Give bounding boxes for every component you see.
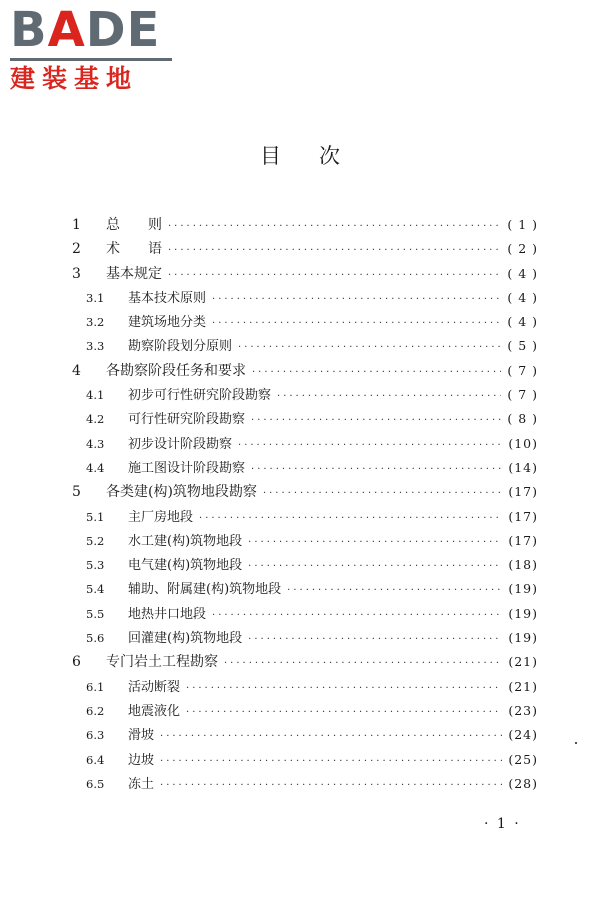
toc-dot-leader bbox=[251, 464, 502, 475]
toc-entry-page: (19) bbox=[508, 605, 538, 621]
toc-entry-page: (25) bbox=[508, 751, 538, 767]
toc-entry-number: 4.2 bbox=[86, 412, 105, 427]
toc-dot-leader bbox=[248, 634, 502, 645]
toc-entry-number: 6.2 bbox=[86, 703, 105, 718]
toc-dot-leader bbox=[212, 294, 501, 305]
toc-entry-page: ( 8 ) bbox=[507, 411, 538, 427]
toc-entry-page: (21) bbox=[508, 678, 538, 694]
toc-entry-number: 5.5 bbox=[86, 606, 105, 621]
toc-dot-leader bbox=[168, 245, 501, 256]
toc-dot-leader bbox=[263, 488, 502, 499]
toc-dot-leader bbox=[160, 780, 502, 791]
toc-entry[interactable] bbox=[68, 651, 538, 675]
toc-dot-leader bbox=[212, 318, 501, 329]
toc-entry[interactable] bbox=[68, 384, 538, 408]
toc-entry-page: (17) bbox=[508, 508, 538, 524]
scan-speck bbox=[575, 742, 577, 744]
toc-dot-leader bbox=[287, 585, 502, 596]
toc-entry-label: 滑坡 bbox=[128, 728, 155, 744]
toc-entry[interactable] bbox=[68, 773, 538, 797]
toc-entry-label: 回灌建(构)筑物地段 bbox=[128, 631, 243, 647]
page-number: · 1 · bbox=[484, 816, 521, 832]
toc-entry[interactable] bbox=[68, 506, 538, 530]
toc-dot-leader bbox=[238, 342, 501, 353]
toc-entry-number: 4.3 bbox=[86, 436, 105, 451]
toc-entry-page: (17) bbox=[508, 532, 538, 548]
toc-dot-leader bbox=[248, 561, 502, 572]
toc-entry-label: 初步设计阶段勘察 bbox=[128, 436, 233, 452]
toc-entry-label: 地震液化 bbox=[128, 703, 181, 719]
toc-entry-number: 3.3 bbox=[86, 339, 105, 354]
toc-entry-label: 专门岩土工程勘察 bbox=[106, 654, 218, 671]
toc-entry-label: 建筑场地分类 bbox=[128, 315, 207, 331]
toc-entry[interactable] bbox=[68, 603, 538, 627]
toc-entry-label: 基本技术原则 bbox=[128, 290, 207, 306]
toc-dot-leader bbox=[252, 367, 501, 378]
toc-entry-number: 5.6 bbox=[86, 631, 105, 646]
toc-entry-label: 辅助、附属建(构)筑物地段 bbox=[128, 582, 282, 598]
logo-subtitle: 建装基地 bbox=[10, 64, 139, 93]
toc-entry-page: ( 4 ) bbox=[507, 314, 538, 330]
logo-letter-a: A bbox=[47, 2, 86, 58]
toc-entry-label: 主厂房地段 bbox=[128, 509, 194, 525]
toc-entry-number: 3.2 bbox=[86, 315, 105, 330]
toc-entry-page: ( 2 ) bbox=[507, 241, 538, 257]
toc-entry-page: (17) bbox=[508, 484, 538, 500]
table-of-contents bbox=[68, 214, 538, 797]
toc-entry-page: ( 5 ) bbox=[507, 338, 538, 354]
toc-entry-page: (24) bbox=[508, 727, 538, 743]
toc-dot-leader bbox=[199, 513, 502, 524]
toc-dot-leader bbox=[160, 731, 502, 742]
toc-entry[interactable] bbox=[68, 724, 538, 748]
toc-entry-page: (23) bbox=[508, 702, 538, 718]
toc-entry-number: 6 bbox=[72, 654, 81, 671]
toc-entry-page: (10) bbox=[508, 435, 538, 451]
toc-entry-label: 施工图设计阶段勘察 bbox=[128, 460, 246, 476]
toc-entry-number: 4 bbox=[72, 362, 81, 379]
toc-entry-page: (14) bbox=[508, 459, 538, 475]
toc-entry[interactable] bbox=[68, 433, 538, 457]
toc-entry[interactable] bbox=[68, 238, 538, 262]
toc-entry-page: (21) bbox=[508, 654, 538, 670]
toc-entry-label: 电气建(构)筑物地段 bbox=[128, 558, 243, 574]
toc-entry-label: 冻土 bbox=[128, 776, 155, 792]
toc-entry-label: 水工建(构)筑物地段 bbox=[128, 533, 243, 549]
toc-entry-number: 4.1 bbox=[86, 388, 105, 403]
toc-entry-number: 5.1 bbox=[86, 509, 105, 524]
toc-entry-number: 6.4 bbox=[86, 752, 105, 767]
toc-entry-page: ( 7 ) bbox=[507, 387, 538, 403]
toc-entry[interactable] bbox=[68, 554, 538, 578]
toc-entry-number: 6.1 bbox=[86, 679, 105, 694]
toc-entry-label: 总 则 bbox=[106, 217, 162, 233]
toc-entry-number: 3.1 bbox=[86, 290, 105, 305]
toc-dot-leader bbox=[168, 221, 501, 232]
toc-entry[interactable] bbox=[68, 287, 538, 311]
toc-entry-number: 6.3 bbox=[86, 728, 105, 743]
toc-entry[interactable] bbox=[68, 360, 538, 384]
toc-dot-leader bbox=[186, 683, 502, 694]
toc-entry-label: 术 语 bbox=[106, 241, 162, 258]
toc-entry-page: ( 1 ) bbox=[507, 217, 538, 232]
toc-entry-number: 4.4 bbox=[86, 460, 105, 475]
toc-entry[interactable] bbox=[68, 749, 538, 773]
toc-entry-label: 活动断裂 bbox=[128, 679, 181, 695]
toc-entry-number: 5.2 bbox=[86, 533, 105, 548]
toc-entry-label: 各类建(构)筑物地段勘察 bbox=[106, 484, 257, 501]
toc-entry-page: ( 7 ) bbox=[507, 362, 538, 378]
toc-entry-page: ( 4 ) bbox=[507, 289, 538, 305]
toc-entry-page: ( 4 ) bbox=[507, 265, 538, 281]
toc-entry-page: (19) bbox=[508, 630, 538, 646]
logo-wordmark bbox=[10, 2, 180, 58]
toc-entry[interactable] bbox=[68, 676, 538, 700]
toc-entry-label: 可行性研究阶段勘察 bbox=[128, 412, 246, 428]
toc-entry[interactable] bbox=[68, 481, 538, 505]
toc-entry[interactable] bbox=[68, 408, 538, 432]
toc-entry-number: 5.3 bbox=[86, 558, 105, 573]
toc-dot-leader bbox=[248, 537, 502, 548]
toc-entry-number: 3 bbox=[72, 265, 81, 282]
toc-entry[interactable] bbox=[68, 335, 538, 359]
toc-entry-label: 勘察阶段划分原则 bbox=[128, 339, 233, 355]
logo-letters-de: DE bbox=[85, 2, 161, 58]
toc-entry-label: 地热井口地段 bbox=[128, 606, 207, 622]
toc-dot-leader bbox=[224, 658, 502, 669]
toc-entry-page: (28) bbox=[508, 775, 538, 791]
toc-entry-label: 各勘察阶段任务和要求 bbox=[106, 362, 246, 379]
toc-entry-label: 初步可行性研究阶段勘察 bbox=[128, 388, 272, 404]
toc-entry[interactable] bbox=[68, 700, 538, 724]
toc-dot-leader bbox=[186, 707, 502, 718]
toc-dot-leader bbox=[212, 610, 502, 621]
toc-entry[interactable] bbox=[68, 214, 538, 238]
toc-entry-number: 6.5 bbox=[86, 776, 105, 791]
toc-entry-number: 5.4 bbox=[86, 582, 105, 597]
toc-entry-page: (18) bbox=[508, 557, 538, 573]
toc-entry-number: 2 bbox=[72, 241, 81, 258]
toc-entry[interactable] bbox=[68, 530, 538, 554]
toc-entry-label: 基本规定 bbox=[106, 265, 162, 282]
toc-entry-label: 边坡 bbox=[128, 752, 155, 768]
logo-letter-b: B bbox=[10, 2, 48, 58]
toc-dot-leader bbox=[251, 415, 501, 426]
toc-entry[interactable] bbox=[68, 457, 538, 481]
toc-entry[interactable] bbox=[68, 578, 538, 602]
brand-logo bbox=[10, 2, 180, 93]
toc-dot-leader bbox=[277, 391, 501, 402]
page-title: 目次 bbox=[260, 144, 378, 168]
toc-entry-page: (19) bbox=[508, 581, 538, 597]
toc-entry[interactable] bbox=[68, 263, 538, 287]
toc-entry-number: 1 bbox=[72, 217, 81, 233]
toc-entry-number: 5 bbox=[72, 484, 81, 501]
toc-entry[interactable] bbox=[68, 311, 538, 335]
toc-entry[interactable] bbox=[68, 627, 538, 651]
toc-dot-leader bbox=[238, 440, 502, 451]
logo-divider bbox=[10, 58, 172, 61]
toc-dot-leader bbox=[160, 756, 502, 767]
toc-dot-leader bbox=[168, 270, 501, 281]
